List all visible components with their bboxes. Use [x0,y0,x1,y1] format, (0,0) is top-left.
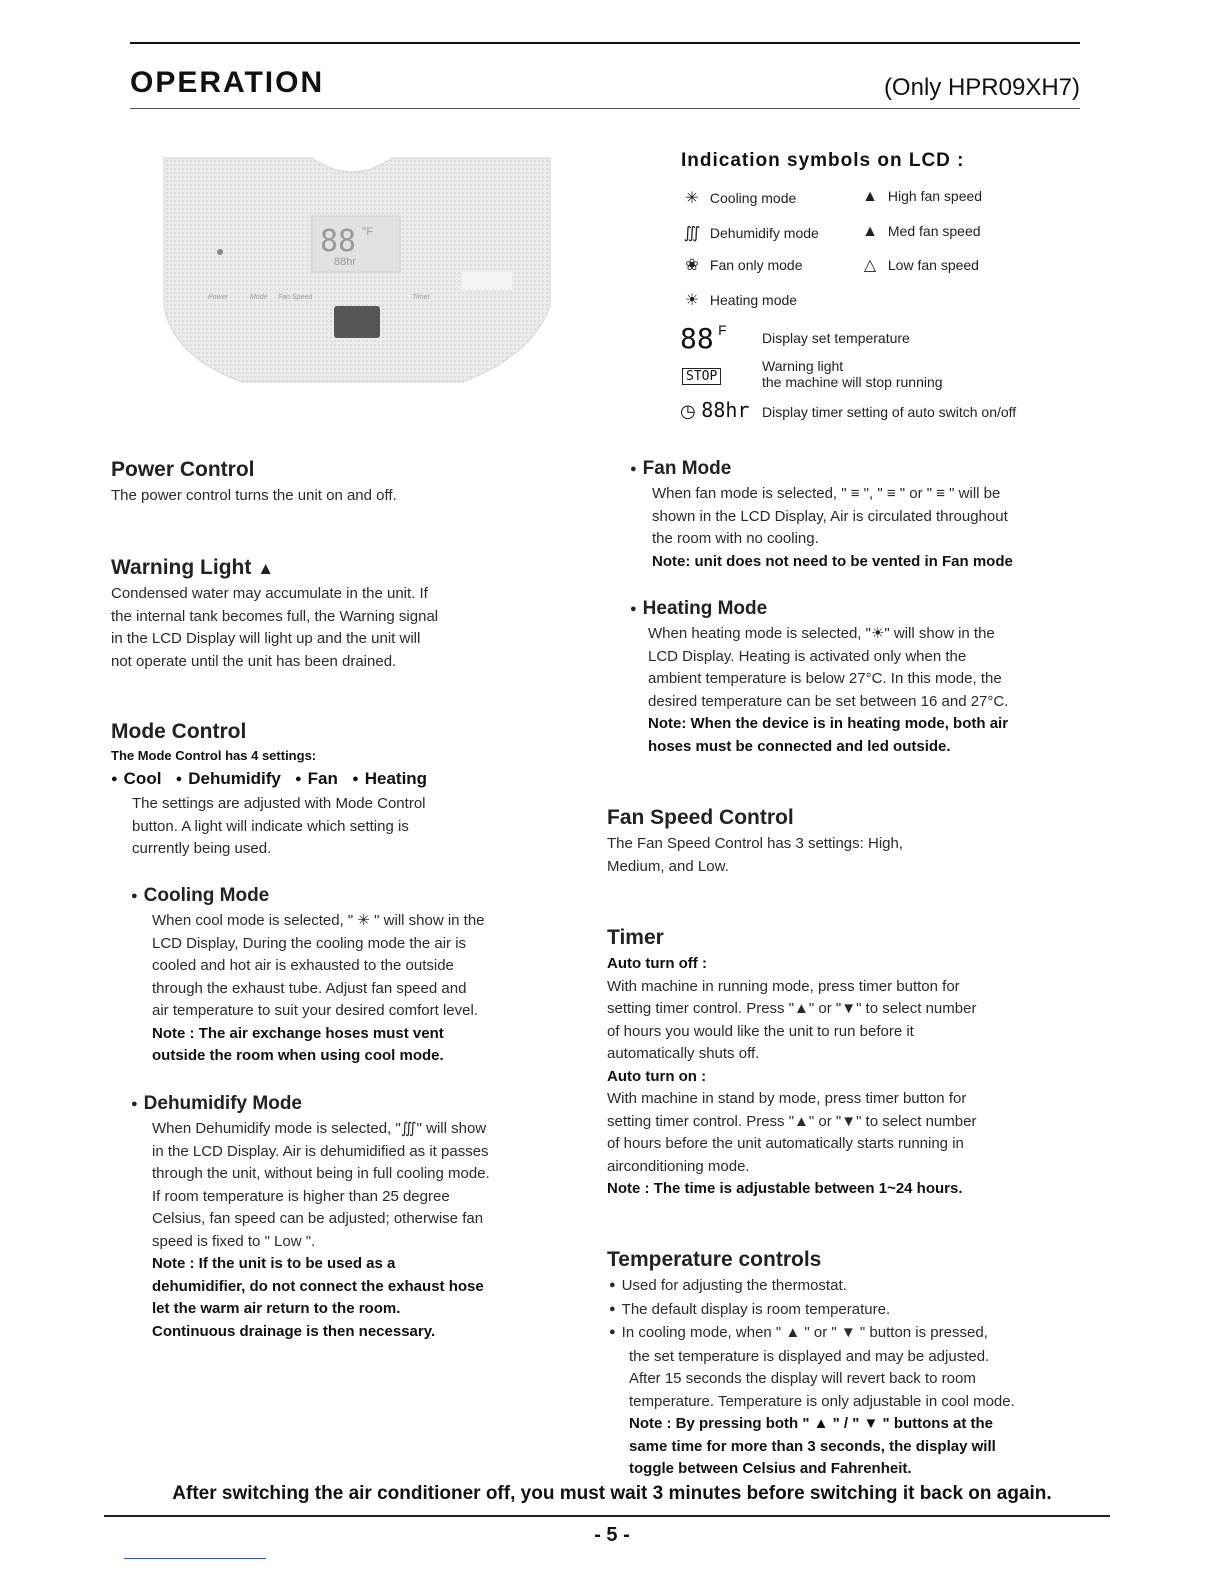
footer-rule [104,1515,1110,1517]
legend-heating [678,290,797,310]
note-line: hoses must be connected and led outside. [648,737,951,755]
fan-speed-heading: Fan Speed Control [607,806,794,829]
cooling-mode-icon: ✳ [685,190,699,207]
note-line: Note: unit does not need to be vented in Fan mode [652,552,1013,570]
timer-symbol-text: 88hr [701,398,750,422]
text-line: shown in the LCD Display, Air is circulated throughout [652,507,1008,525]
legend-med-fan [856,223,981,241]
text-line: button. A light will indicate which setting is [132,817,409,835]
text-line: With machine in stand by mode, press timer button for [607,1090,967,1107]
indication-title: Indication symbols on LCD : [681,150,965,171]
power-heading: Power Control [111,458,255,481]
text-line: of hours before the unit automatically starts running in [607,1135,964,1152]
text-line: in the LCD Display. Air is dehumidified as it passes [152,1142,489,1160]
text-line: LCD Display. Heating is activated only when the [648,647,967,665]
fan-only-mode-icon: ❀ [685,257,699,274]
high-fan-speed-icon: ▲ [862,188,878,205]
text-line: of hours you would like the unit to run before it [607,1022,914,1040]
auto-off-label: Auto turn off : [607,955,707,972]
top-rule [130,42,1080,44]
cooling-text [152,910,485,1068]
text-line: the internal tank becomes full, the Warning signal [111,607,439,625]
mode-intro: The Mode Control has 4 settings: [111,748,317,763]
setting-cool: ● Cool [111,769,161,788]
warning-text [111,583,438,673]
text-line: ambient temperature is below 27°C. In this mode, the [648,670,1002,687]
panel-timer: 88hr [334,256,357,268]
cooling-heading: ● Cooling Mode [131,885,269,907]
low-fan-speed-icon: △ [863,257,877,274]
text-line: setting timer control. Press "▲" or "▼" to select number [607,1000,977,1017]
note-line: Note : If the unit is to be used as a [152,1255,396,1272]
page-number: - 5 - [594,1524,630,1546]
legend-high-fan [856,188,982,206]
text-line: air temperature to suit your desired comfort level. [152,1002,478,1019]
panel-label-timer: Timer [412,294,430,301]
power-text: The power control turns the unit on and off. [111,487,397,504]
text-line: cooled and hot air is exhausted to the outside [152,957,454,974]
text-line: If room temperature is higher than 25 degree [152,1187,450,1205]
legend-label: Fan only mode [709,257,803,273]
mode-text [132,793,426,861]
legend-dehumidify [678,223,819,243]
warning-heading-text: Warning Light [111,556,252,579]
text-line: LCD Display, During the cooling mode the air is [152,934,467,952]
text-line: through the unit, without being in full cooling mode. [152,1165,490,1182]
auto-on-label: Auto turn on : [607,1067,707,1085]
text-line: When cool mode is selected, " ✳ " will show in the [152,912,485,929]
text-line: airconditioning mode. [607,1157,750,1175]
temperature-heading: Temperature controls [607,1248,822,1271]
dehumidify-text [152,1118,490,1343]
timer-heading: Timer [607,926,664,949]
note-line: same time for more than 3 seconds, the display will [629,1437,996,1455]
fan-mode-heading: ● Fan Mode [630,458,731,480]
temp-digits: 88 [680,322,714,355]
legend-label: Dehumidify mode [709,225,819,241]
panel-label-mode: Mode [250,294,268,301]
text-line: Condensed water may accumulate in the unit. If [111,585,428,602]
note-line: Note: When the device is in heating mode, both air [648,715,1009,732]
text-line: automatically shuts off. [607,1045,760,1062]
text-line: After 15 seconds the display will revert back to room [629,1370,976,1387]
setting-heating: ● Heating [352,769,427,788]
warning-triangle-icon: ▲ [257,559,275,578]
temp-label: Display set temperature [762,330,910,346]
legend-cooling [678,188,796,208]
note-line: Note : The air exchange hoses must vent [152,1024,444,1042]
bottom-link-line [124,1558,266,1559]
text-line: in the LCD Display will light up and the unit will [111,630,421,647]
legend-label: Low fan speed [887,257,979,273]
dehumidify-heading: ● Dehumidify Mode [131,1093,302,1115]
fan-mode-text [652,483,1013,573]
mode-heading: Mode Control [111,720,247,743]
note-line: Continuous drainage is then necessary. [152,1322,436,1340]
temp-unit: F [718,322,727,338]
warning-heading [111,556,274,580]
text-line: With machine in running mode, press timer button for [607,977,960,995]
footer-warning: After switching the air conditioner off, you must wait 3 minutes before switching it back on again. [172,1483,1052,1504]
text-line: Medium, and Low. [607,857,729,875]
note-line: dehumidifier, do not connect the exhaust hose [152,1277,484,1295]
panel-label-fan-speed: Fan Speed [278,294,313,301]
text-line: not operate until the unit has been drained. [111,652,397,670]
text-line: Celsius, fan speed can be adjusted; otherwise fan [152,1210,484,1227]
text-line: speed is fixed to " Low ". [152,1232,316,1250]
timer-label: Display timer setting of auto switch on/off [762,404,1017,420]
legend-label: Heating mode [709,292,798,308]
text-line: The Fan Speed Control has 3 settings: High, [607,835,904,852]
text-line: desired temperature can be set between 16 and 27°C. [648,692,1009,710]
med-fan-speed-icon: ▲ [862,223,878,240]
mode-settings [111,769,427,789]
temp-symbol [680,322,727,355]
stop-symbol: STOP [682,368,721,385]
text-line: the room with no cooling. [652,530,819,547]
temperature-text [609,1275,1015,1481]
control-panel-illustration [162,156,552,384]
panel-unit: °F [362,226,374,238]
note-line: outside the room when using cool mode. [152,1047,444,1064]
page-title: OPERATION [130,66,325,99]
text-line: When fan mode is selected, " ≡ ", " ≡ " or " ≡ " will be [652,485,1001,502]
bullet-line: ● Used for adjusting the thermostat. [609,1275,1015,1299]
header-rule [130,108,1080,109]
legend-fan-only [678,255,803,275]
setting-dehumidify: ● Dehumidify [176,769,281,788]
dehumidify-mode-icon: ∭ [683,225,701,242]
text-line: the set temperature is displayed and may be adjusted. [629,1347,990,1365]
timer-text [607,953,976,1201]
note-line: Note : The time is adjustable between 1~24 hours. [607,1180,963,1197]
panel-label-power: Power [208,294,228,301]
text-line: When heating mode is selected, "☀" will show in the [648,625,995,642]
text-line: currently being used. [132,840,272,857]
clock-icon: ◷ [680,401,696,421]
text-line: temperature. Temperature is only adjustable in cool mode. [629,1392,1015,1410]
note-line: let the warm air return to the room. [152,1300,401,1317]
panel-digits: 88 [320,224,357,259]
heating-mode-icon: ☀ [684,292,700,309]
heating-text [648,623,1008,758]
note-line: Note : By pressing both " ▲ " / " ▼ " buttons at the [629,1415,993,1432]
heating-heading: ● Heating Mode [630,598,767,620]
text-line: setting timer control. Press "▲" or "▼" to select number [607,1112,977,1130]
warning-label-1: Warning light [762,358,844,374]
fan-speed-text [607,833,903,878]
warning-label-2: the machine will stop running [762,374,943,390]
text-line: through the exhaust tube. Adjust fan speed and [152,979,467,997]
setting-fan: ● Fan [295,769,338,788]
text-line: When Dehumidify mode is selected, "∭" will show [152,1120,487,1137]
temperature-continuation [609,1346,1015,1481]
timer-symbol [680,398,749,423]
bullet-line: ● In cooling mode, when " ▲ " or " ▼ " button is pressed, [609,1322,1015,1346]
legend-low-fan [856,255,979,275]
legend-label: Cooling mode [709,190,797,206]
text-line: The settings are adjusted with Mode Control [132,795,426,812]
model-label: (Only HPR09XH7) [883,74,1080,101]
legend-label: High fan speed [887,188,983,204]
legend-label: Med fan speed [887,223,981,239]
note-line: toggle between Celsius and Fahrenheit. [629,1460,912,1477]
bullet-line: ● The default display is room temperature. [609,1299,1015,1323]
